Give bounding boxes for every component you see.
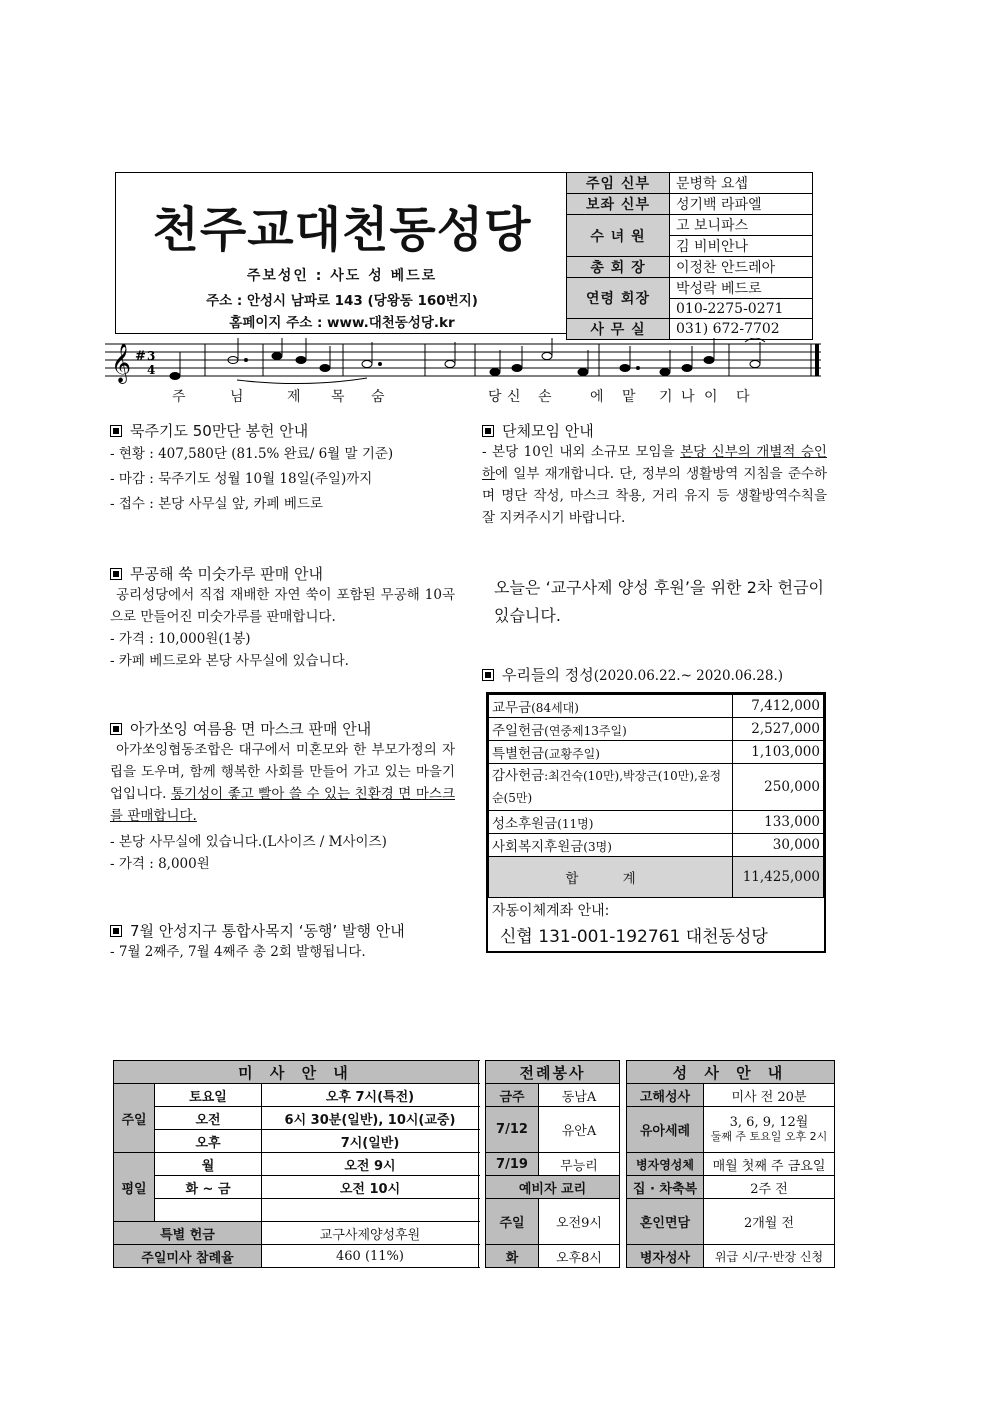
music-staff (105, 338, 825, 386)
special-offering: 교구사제양성후원 (262, 1222, 479, 1245)
mass-day: 토요일 (155, 1084, 262, 1107)
checkbox-bullet-icon (110, 925, 122, 937)
staff-value: 고 보니파스 (670, 215, 813, 236)
total-row: 합 계 11,425,000 (489, 857, 824, 898)
catechism-time: 오전9시 (539, 1199, 620, 1245)
staff-label: 총 회 장 (567, 257, 670, 278)
bank-account: 신협 131-001-192761 대천동성당 (500, 927, 768, 947)
auto-transfer-label: 자동이체계좌 안내: (492, 903, 610, 919)
section-line: - 현황 : 407,580단 (81.5% 완료/ 6월 말 기준) (110, 446, 394, 462)
staff-value: 031) 672-7702 (670, 319, 813, 340)
svg-text:#: # (135, 349, 146, 364)
checkbox-bullet-icon (110, 425, 122, 437)
sunday-label: 주일 (114, 1084, 155, 1153)
section-line: - 마감 : 묵주기도 성월 10월 18일(주일)까지 (110, 471, 373, 487)
section-heading: 묵주기도 50만단 봉헌 안내 (110, 420, 455, 441)
schedule-table (113, 1060, 835, 1268)
sacrament-info: 미사 전 20분 (704, 1084, 835, 1107)
liturgy-group: 유안A (539, 1107, 620, 1153)
mass-day: 오전 (155, 1107, 262, 1130)
svg-text:3: 3 (147, 349, 156, 363)
sacrament-info: 위급 시/구·반장 신청 (704, 1245, 835, 1268)
mass-day: 오후 (155, 1130, 262, 1153)
second-collection-notice: 오늘은 ‘교구사제 양성 후원’을 위한 2차 헌금이 있습니다. (494, 578, 824, 625)
section-line: - 7월 2째주, 7월 4째주 총 2회 발행됩니다. (110, 944, 366, 960)
lyric: 손 (538, 389, 552, 405)
staff-label: 수 녀 원 (567, 215, 670, 257)
sacrament-name: 병자성사 (627, 1245, 704, 1268)
mass-time: 6시 30분(일반), 10시(교중) (262, 1107, 479, 1130)
offering-heading: 우리들의 정성(2020.06.22.~ 2020.06.28.) (482, 664, 842, 685)
staff-value: 이정찬 안드레아 (670, 257, 813, 278)
table-row: 교무금(84세대) 7,412,000 (489, 695, 824, 718)
attendance-label: 주일미사 참례율 (114, 1245, 262, 1268)
lyric: 다 (736, 389, 750, 405)
staff-label: 보좌 신부 (567, 194, 670, 215)
mask-section (110, 718, 455, 875)
staff-label: 사 무 실 (567, 319, 670, 340)
staff-label: 연령 회장 (567, 278, 670, 319)
offering-table (486, 692, 826, 953)
checkbox-bullet-icon (482, 425, 494, 437)
treble-clef-icon: 𝄞 (111, 343, 132, 383)
underlined-text: 통기성이 좋고 빨아 쓸 수 있는 친환경 면 마스크를 판매합니다. (110, 786, 455, 824)
staff-table (566, 172, 813, 340)
lyric: 신 (507, 389, 521, 405)
sacrament-name: 혼인면담 (627, 1199, 704, 1245)
lyric: 나 (681, 389, 695, 405)
sacrament-header: 성 사 안 내 (627, 1061, 835, 1084)
lyric: 기 (659, 389, 673, 405)
sacrament-name: 병자영성체 (627, 1153, 704, 1176)
table-row: 주일헌금(연중제13주일) 2,527,000 (489, 718, 824, 741)
sacrament-info: 매월 첫째 주 금요일 (704, 1153, 835, 1176)
section-body: 공리성당에서 직접 재배한 자연 쑥이 포함된 무공해 10곡으로 만들어진 미숫가루를 판매합니다. (110, 587, 455, 625)
lyric: 당 (488, 389, 502, 405)
staff-value: 010-2275-0271 (670, 299, 813, 319)
lyric: 이 (704, 389, 718, 405)
table-row: 특별헌금(교황주일) 1,103,000 (489, 741, 824, 764)
liturgy-date: 7/12 (486, 1107, 539, 1153)
liturgy-group: 동남A (539, 1084, 620, 1107)
weekday-label: 평일 (114, 1153, 155, 1222)
catechumen-header: 예비자 교리 (486, 1176, 620, 1199)
rosary-section (110, 420, 455, 515)
section-line: - 접수 : 본당 사무실 앞, 카페 베드로 (110, 496, 323, 512)
mass-day: 화 ~ 금 (155, 1176, 262, 1199)
lyric: 제 (287, 389, 301, 405)
svg-text:4: 4 (147, 363, 156, 377)
sacrament-name: 집 · 차축복 (627, 1176, 704, 1199)
lyric: 맡 (622, 389, 636, 405)
sacrament-info: 2주 전 (704, 1176, 835, 1199)
group-section (482, 420, 827, 529)
section-body: - 본당 10인 내외 소규모 모임을 본당 신부의 개별적 승인 하에 일부 재개합니다. 단, 정부의 생활방역 지침을 준수하며 명단 작성, 마스크 착용, 거리 유지 등 생활방역수칙을 잘 지켜주시기 바랍니다. (482, 444, 827, 526)
liturgy-group: 무능리 (539, 1153, 620, 1176)
staff-value: 김 비비안나 (670, 236, 813, 257)
catechism-day: 주일 (486, 1199, 539, 1245)
mass-time: 7시(일반) (262, 1130, 479, 1153)
section-line: - 카페 베드로와 본당 사무실에 있습니다. (110, 653, 349, 669)
catechism-time: 오후8시 (539, 1245, 620, 1268)
special-offering-label: 특별 헌금 (114, 1222, 262, 1245)
liturgy-date: 금주 (486, 1084, 539, 1107)
section-heading: 무공해 쑥 미숫가루 판매 안내 (110, 563, 455, 584)
masthead (115, 172, 569, 334)
address: 주소 : 안성시 남파로 143 (당왕동 160번지) (206, 293, 478, 309)
staff-label: 주임 신부 (567, 173, 670, 194)
attendance-rate: 460 (11%) (262, 1245, 479, 1268)
staff-value: 문병학 요셉 (670, 173, 813, 194)
mass-time: 오후 7시(특전) (262, 1084, 479, 1107)
liturgy-header: 전례봉사 (486, 1061, 620, 1084)
section-line: - 가격 : 8,000원 (110, 856, 210, 872)
parish-title: 천주교대천동성당 (152, 202, 532, 258)
section-body: 아가쏘잉협동조합은 대구에서 미혼모와 한 부모가정의 자립을 도우며, 함께 행복한 사회를 만들어 가고 있는 마을기업입니다. 통기성이 좋고 빨아 쓸 수 있는 친환경 면 마스크를 판매합니다. (110, 742, 455, 824)
table-row: 사회복지후원금(3명) 30,000 (489, 834, 824, 857)
mass-time: 오전 9시 (262, 1153, 479, 1176)
section-line: - 가격 : 10,000원(1봉) (110, 631, 251, 647)
lyric: 주 (172, 389, 186, 405)
staff-value: 박성락 베드로 (670, 278, 813, 299)
table-row: 성소후원금(11명) 133,000 (489, 811, 824, 834)
sacrament-name: 고해성사 (627, 1084, 704, 1107)
lyric: 님 (230, 389, 244, 405)
lyric: 에 (590, 389, 604, 405)
section-heading: 아가쏘잉 여름용 면 마스크 판매 안내 (110, 718, 455, 739)
catechism-day: 화 (486, 1245, 539, 1268)
checkbox-bullet-icon (110, 568, 122, 580)
lyric: 목 (331, 389, 345, 405)
checkbox-bullet-icon (110, 723, 122, 735)
donghaeng-section (110, 920, 470, 963)
sacrament-info: 2개월 전 (704, 1199, 835, 1245)
mass-header: 미 사 안 내 (114, 1061, 479, 1084)
section-heading: 단체모임 안내 (482, 420, 827, 441)
staff-value: 성기백 라파엘 (670, 194, 813, 215)
liturgy-date: 7/19 (486, 1153, 539, 1176)
homepage: 홈페이지 주소 : www.대천동성당.kr (229, 315, 455, 331)
section-heading: 7월 안성지구 통합사목지 ‘동행’ 발행 안내 (110, 920, 470, 941)
misu-section (110, 563, 455, 672)
table-row: 감사헌금:최건숙(10만),박장근(10만),윤정순(5만) 250,000 (489, 764, 824, 811)
mass-time: 오전 10시 (262, 1176, 479, 1199)
patron-saint: 주보성인 : 사도 성 베드로 (246, 268, 438, 284)
sacrament-info: 3, 6, 9, 12월 둘째 주 토요일 오후 2시 (704, 1107, 835, 1153)
sacrament-name: 유아세례 (627, 1107, 704, 1153)
section-line: - 본당 사무실에 있습니다.(L사이즈 / M사이즈) (110, 834, 387, 850)
checkbox-bullet-icon (482, 669, 494, 681)
lyric: 숨 (371, 389, 385, 405)
mass-day: 월 (155, 1153, 262, 1176)
